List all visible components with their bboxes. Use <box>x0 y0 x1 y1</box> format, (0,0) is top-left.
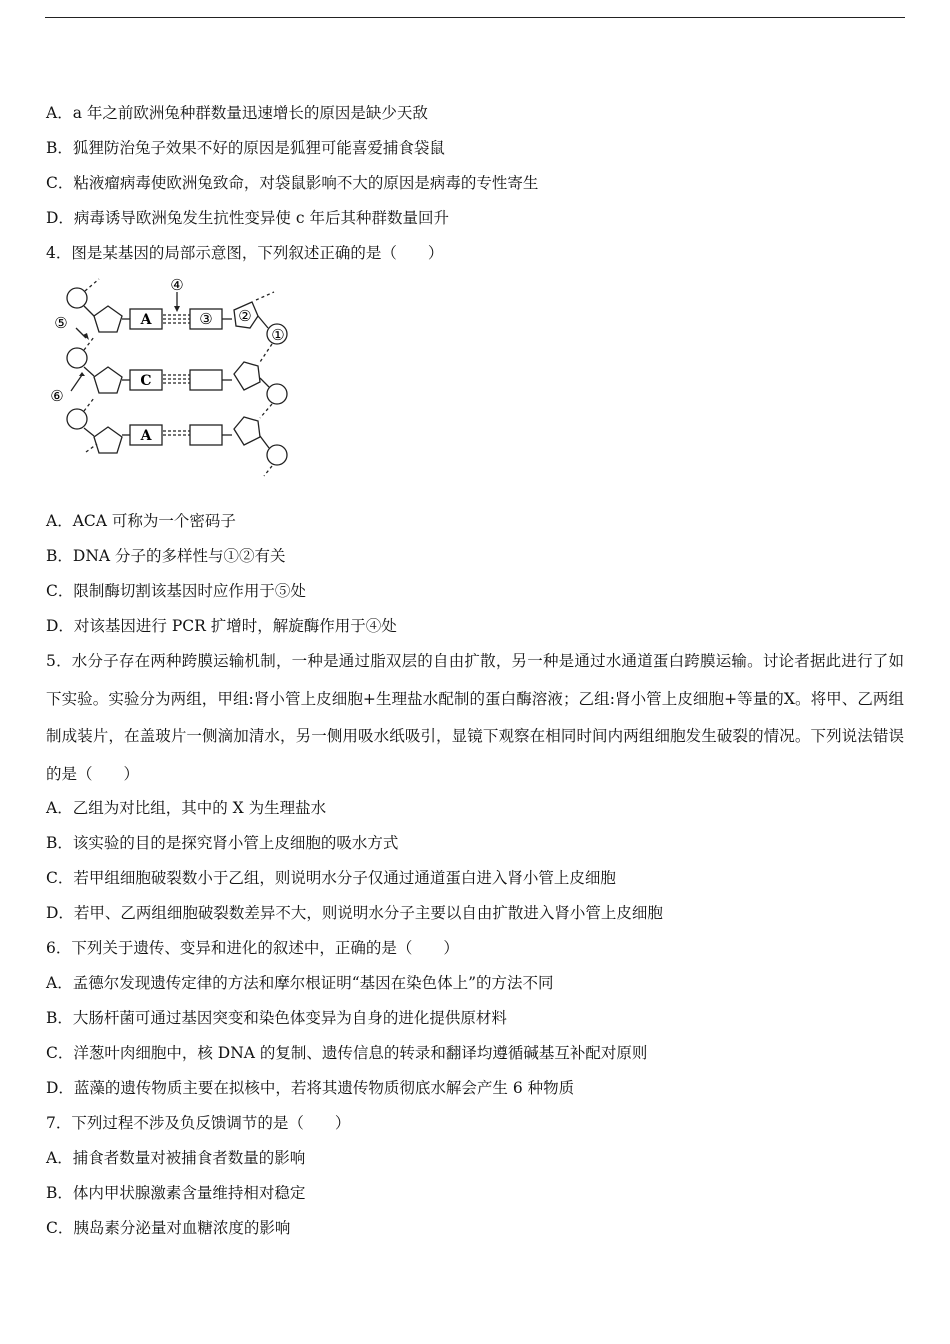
q3-option-c: C．粘液瘤病毒使欧洲兔致命，对袋鼠影响不大的原因是病毒的专性寄生 <box>46 174 539 192</box>
q4-option-c: C．限制酶切割该基因时应作用于⑤处 <box>46 582 306 600</box>
q5-option-d: D．若甲、乙两组细胞破裂数差异不大，则说明水分子主要以自由扩散进入肾小管上皮细胞 <box>46 904 663 922</box>
q3-option-d: D．病毒诱导欧洲兔发生抗性变异使 c 年后其种群数量回升 <box>46 209 449 227</box>
marker-4: ④ <box>170 276 184 294</box>
q3-option-a: A．a 年之前欧洲兔种群数量迅速增长的原因是缺少天敌 <box>46 104 428 122</box>
q4-option-b: B．DNA 分子的多样性与①②有关 <box>46 547 286 565</box>
q6-option-b: B．大肠杆菌可通过基因突变和染色体变异为自身的进化提供原材料 <box>46 1009 507 1027</box>
q4-stem: 4．图是某基因的局部示意图，下列叙述正确的是（ ） <box>46 244 444 262</box>
q7-option-a: A．捕食者数量对被捕食者数量的影响 <box>46 1149 306 1167</box>
phosphate-circle <box>267 445 287 465</box>
deoxyribose-pentagon <box>94 306 122 332</box>
q6-stem: 6．下列关于遗传、变异和进化的叙述中，正确的是（ ） <box>46 939 459 957</box>
q5-option-b: B．该实验的目的是探究肾小管上皮细胞的吸水方式 <box>46 834 399 852</box>
marker-5: ⑤ <box>54 314 68 332</box>
marker-2: ② <box>238 307 252 325</box>
q3-option-b: B．狐狸防治兔子效果不好的原因是狐狸可能喜爱捕食袋鼠 <box>46 139 445 157</box>
marker-3: ③ <box>199 310 213 328</box>
gene-diagram <box>46 272 294 478</box>
q4-option-d: D．对该基因进行 PCR 扩增时，解旋酶作用于④处 <box>46 617 397 635</box>
q6-option-d: D．蓝藻的遗传物质主要在拟核中，若将其遗传物质彻底水解会产生 6 种物质 <box>46 1079 575 1097</box>
q5-option-a: A．乙组为对比组，其中的 X 为生理盐水 <box>46 799 327 817</box>
marker-6: ⑥ <box>50 387 64 405</box>
deoxyribose-pentagon <box>94 427 122 453</box>
q4-option-a: A．ACA 可称为一个密码子 <box>46 512 236 530</box>
q5-stem: 5．水分子存在两种跨膜运输机制，一种是通过脂双层的自由扩散，另一种是通过水通道蛋白跨膜运输。讨论者据此进行了如下实验。实验分为两组，甲组:肾小管上皮细胞+生理盐水配制的蛋白酶溶液；乙组:肾小管上皮细胞+等量的X。将甲、乙两组制成装片，在盖玻片一侧滴加清水，另一侧用吸水纸吸引，显镜下观察在相同时间内两组细胞发生破裂的情况。下列说法错误的是（ ） <box>46 652 904 783</box>
marker-1: ① <box>271 326 285 344</box>
header-rule <box>45 17 905 18</box>
base-box <box>190 370 222 390</box>
base-letter-a: A <box>140 428 152 444</box>
phosphate-circle <box>67 409 87 429</box>
base-box <box>190 425 222 445</box>
q7-option-c: C．胰岛素分泌量对血糖浓度的影响 <box>46 1219 291 1237</box>
deoxyribose-pentagon <box>234 362 260 390</box>
deoxyribose-pentagon <box>94 367 122 393</box>
deoxyribose-pentagon <box>234 417 260 445</box>
phosphate-circle <box>67 348 87 368</box>
base-letter-a: A <box>140 312 152 328</box>
phosphate-circle <box>67 288 87 308</box>
q5-option-c: C．若甲组细胞破裂数小于乙组，则说明水分子仅通过通道蛋白进入肾小管上皮细胞 <box>46 869 616 887</box>
base-letter-c: C <box>140 373 152 389</box>
q6-option-a: A．孟德尔发现遗传定律的方法和摩尔根证明“基因在染色体上”的方法不同 <box>46 974 554 992</box>
phosphate-circle <box>267 384 287 404</box>
q7-option-b: B．体内甲状腺激素含量维持相对稳定 <box>46 1184 306 1202</box>
q7-stem: 7．下列过程不涉及负反馈调节的是（ ） <box>46 1114 351 1132</box>
q6-option-c: C．洋葱叶肉细胞中，核 DNA 的复制、遗传信息的转录和翻译均遵循碱基互补配对原则 <box>46 1044 648 1062</box>
